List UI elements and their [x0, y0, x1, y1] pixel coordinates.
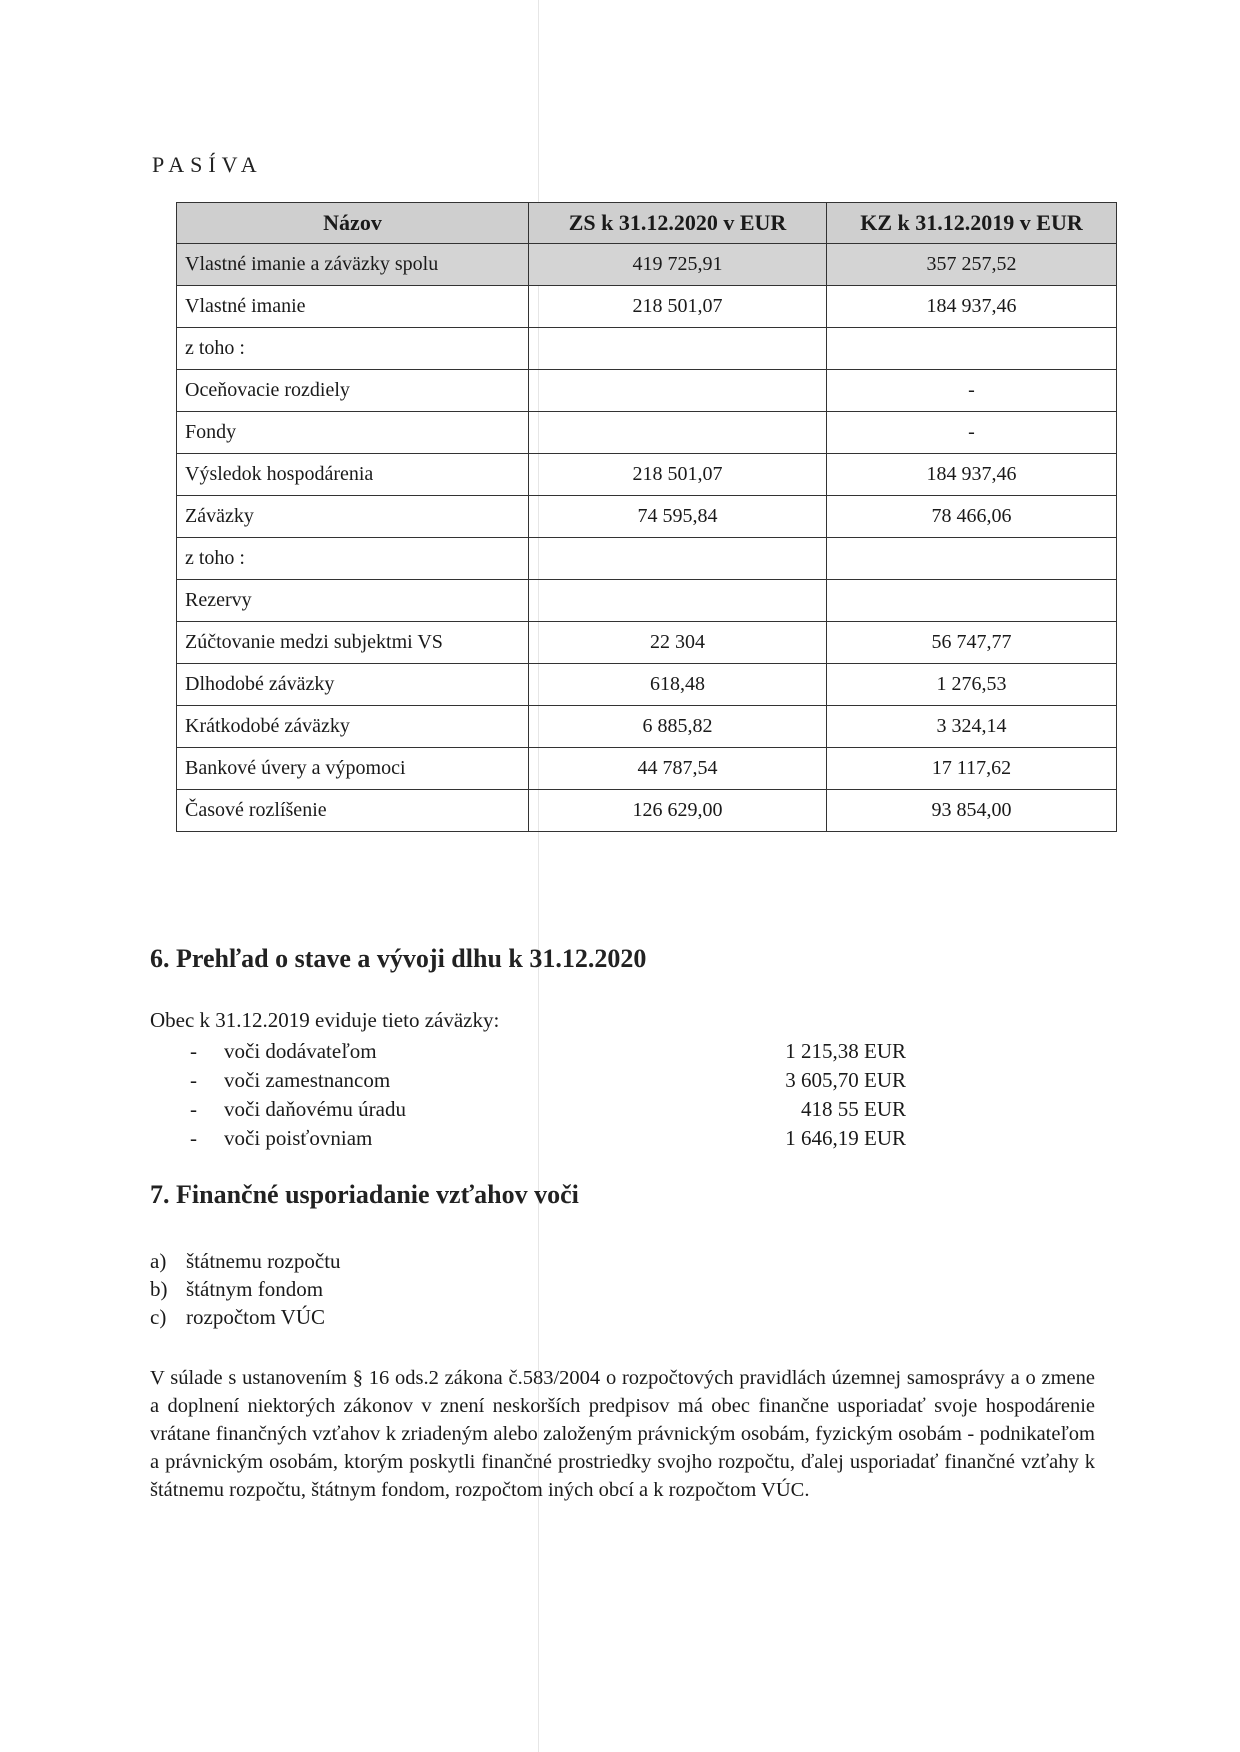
row-kz: 1 276,53	[827, 664, 1117, 706]
pasiva-title: PASÍVA	[152, 152, 263, 177]
list-dash: -	[190, 1126, 197, 1150]
debt-amount: 418 55 EUR	[801, 1097, 906, 1121]
header-zs: ZS k 31.12.2020 v EUR	[529, 203, 827, 244]
row-name: z toho :	[177, 328, 529, 370]
row-kz: 78 466,06	[827, 496, 1117, 538]
row-zs: 618,48	[529, 664, 827, 706]
row-kz: 3 324,14	[827, 706, 1117, 748]
table-row	[177, 412, 1117, 454]
table-row	[177, 370, 1117, 412]
debt-amount: 1 215,38 EUR	[785, 1039, 906, 1063]
table-row	[177, 790, 1117, 832]
table-row	[177, 328, 1117, 370]
list-item	[150, 1275, 341, 1303]
row-name: Dlhodobé záväzky	[177, 664, 529, 706]
row-kz: 184 937,46	[827, 454, 1117, 496]
table-row	[177, 496, 1117, 538]
list-dash: -	[190, 1097, 197, 1121]
row-zs: 22 304	[529, 622, 827, 664]
table-row	[177, 706, 1117, 748]
table-row	[177, 748, 1117, 790]
row-name: Vlastné imanie a záväzky spolu	[177, 244, 529, 286]
debt-label: voči poisťovniam	[224, 1126, 373, 1150]
table-row	[177, 580, 1117, 622]
debt-amount: 3 605,70 EUR	[785, 1068, 906, 1092]
row-kz: 184 937,46	[827, 286, 1117, 328]
list-dash: -	[190, 1068, 197, 1092]
row-zs: 419 725,91	[529, 244, 827, 286]
row-kz: -	[827, 412, 1117, 454]
section7-heading: 7. Finančné usporiadanie vzťahov voči	[150, 1180, 579, 1209]
list-item	[190, 1037, 910, 1066]
header-kz: KZ k 31.12.2019 v EUR	[827, 203, 1117, 244]
row-kz: 357 257,52	[827, 244, 1117, 286]
row-zs	[529, 328, 827, 370]
list-text: rozpočtom VÚC	[186, 1305, 326, 1329]
list-text: štátnym fondom	[186, 1277, 324, 1301]
row-kz	[827, 328, 1117, 370]
list-item	[150, 1247, 341, 1275]
list-item	[150, 1303, 341, 1331]
row-kz	[827, 538, 1117, 580]
header-nazov: Názov	[177, 203, 529, 244]
row-name: Záväzky	[177, 496, 529, 538]
row-name: Vlastné imanie	[177, 286, 529, 328]
list-item	[190, 1095, 910, 1124]
debt-label: voči daňovému úradu	[224, 1097, 406, 1121]
row-name: z toho :	[177, 538, 529, 580]
row-name: Výsledok hospodárenia	[177, 454, 529, 496]
row-kz: 56 747,77	[827, 622, 1117, 664]
section6-intro: Obec k 31.12.2019 eviduje tieto záväzky:	[150, 1008, 500, 1032]
row-zs: 218 501,07	[529, 286, 827, 328]
row-zs: 74 595,84	[529, 496, 827, 538]
pasiva-table	[176, 202, 1117, 832]
section6-heading: 6. Prehľad o stave a vývoji dlhu k 31.12.2020	[150, 944, 647, 973]
list-letter: b)	[150, 1277, 168, 1301]
row-zs	[529, 538, 827, 580]
row-name: Časové rozlíšenie	[177, 790, 529, 832]
row-name: Krátkodobé záväzky	[177, 706, 529, 748]
table-row	[177, 244, 1117, 286]
row-zs	[529, 370, 827, 412]
funding-list	[150, 1247, 341, 1331]
table-header-row	[177, 203, 1117, 244]
debt-label: voči dodávateľom	[224, 1039, 377, 1063]
table-row	[177, 622, 1117, 664]
list-letter: a)	[150, 1249, 167, 1273]
row-name: Oceňovacie rozdiely	[177, 370, 529, 412]
row-name: Rezervy	[177, 580, 529, 622]
row-kz: -	[827, 370, 1117, 412]
row-zs	[529, 412, 827, 454]
row-name: Fondy	[177, 412, 529, 454]
debt-list	[190, 1037, 910, 1153]
list-letter: c)	[150, 1305, 167, 1329]
row-name: Zúčtovanie medzi subjektmi VS	[177, 622, 529, 664]
row-name: Bankové úvery a výpomoci	[177, 748, 529, 790]
row-kz: 17 117,62	[827, 748, 1117, 790]
row-zs: 126 629,00	[529, 790, 827, 832]
row-zs	[529, 580, 827, 622]
debt-label: voči zamestnancom	[224, 1068, 391, 1092]
legal-paragraph: V súlade s ustanovením § 16 ods.2 zákona č.583/2004 o rozpočtových pravidlách územnej samosprávy a o zmene a doplnení niektorých zákonov v znení neskorších predpisov má obec finančne usporiadať svoje hospodárenie vrátane finančných vzťahov k zriadeným alebo založeným právnickým osobám, fyzickým osobám - podnikateľom a právnickým osobám, ktorým poskytli finančné prostriedky svojho rozpočtu, ďalej usporiadať finančné vzťahy k štátnemu rozpočtu, štátnym fondom, rozpočtom iných obcí a k rozpočtom VÚC.	[150, 1367, 1095, 1501]
row-zs: 218 501,07	[529, 454, 827, 496]
list-dash: -	[190, 1039, 197, 1063]
list-item	[190, 1124, 910, 1153]
row-kz	[827, 580, 1117, 622]
row-zs: 6 885,82	[529, 706, 827, 748]
table-row	[177, 454, 1117, 496]
debt-amount: 1 646,19 EUR	[785, 1126, 906, 1150]
list-text: štátnemu rozpočtu	[186, 1249, 341, 1273]
row-kz: 93 854,00	[827, 790, 1117, 832]
list-item	[190, 1066, 910, 1095]
table-row	[177, 286, 1117, 328]
table-row	[177, 538, 1117, 580]
row-zs: 44 787,54	[529, 748, 827, 790]
table-row	[177, 664, 1117, 706]
